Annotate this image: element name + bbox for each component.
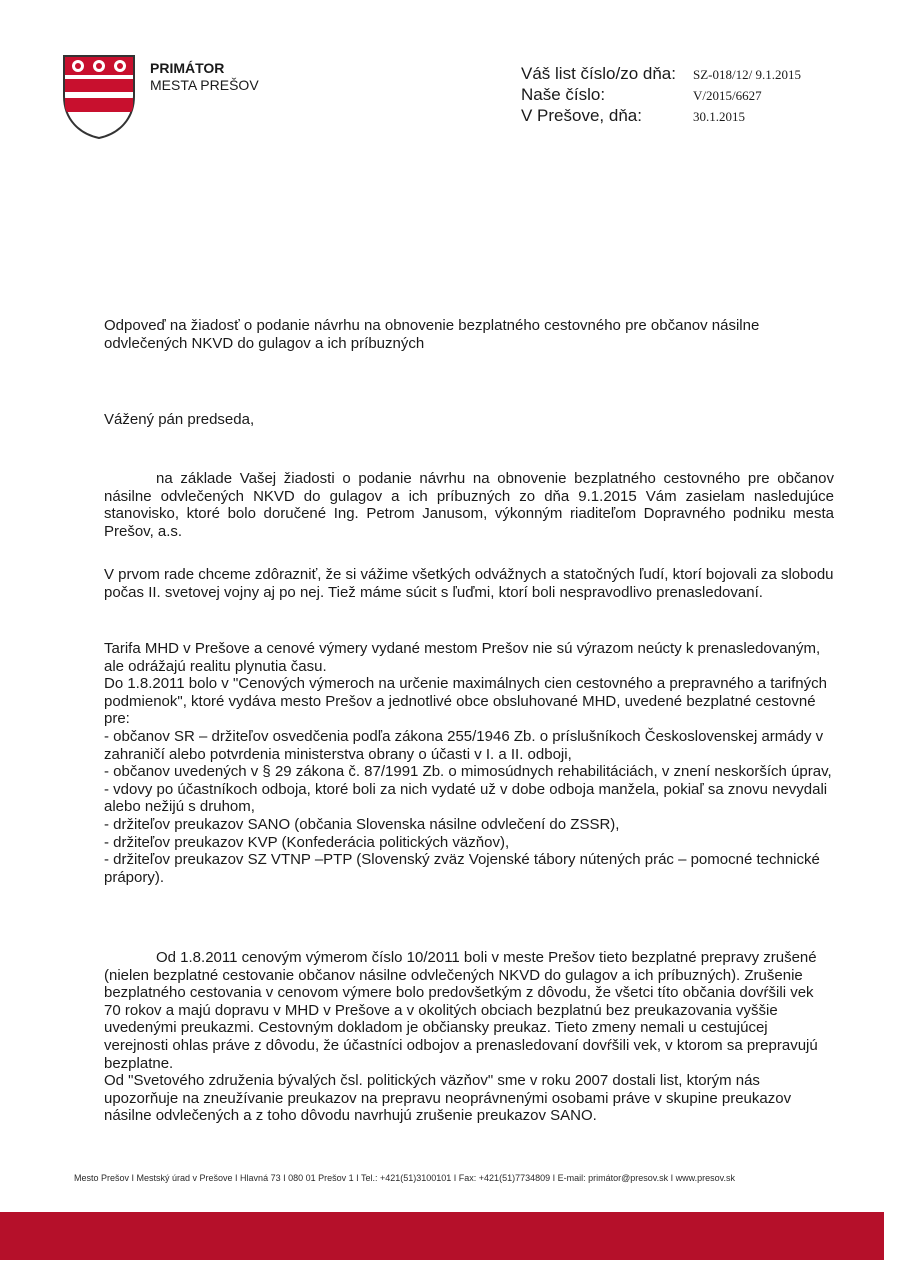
paragraph-respect: V prvom rade chceme zdôrazniť, že si vážime všetkých odvážnych a statočných ľudí, ktorí bojovali za slobodu počas II. svetovej vojny aj po nej. Tiež máme súcit s ľuďmi, ktorí boli nespravodlivo prenasledovaní. <box>104 566 834 601</box>
paragraph-history-text: Do 1.8.2011 bolo v "Cenových výmeroch na určenie maximálnych cien cestovného a prepravného a tarifných podmienok", ktoré vydáva mesto Prešov a jednotlivé obce obsluhované MHD, uvedené bezplatné cestovné pre: <box>104 675 827 728</box>
reference-row <box>521 63 801 84</box>
our-number-label: Naše číslo: <box>521 85 606 104</box>
list-item: - držiteľov preukazov SANO (občania Slovenska násilne odvlečení do ZSSR), <box>104 815 620 833</box>
footer-band <box>0 1212 884 1260</box>
date-value: 30.1.2015 <box>693 109 745 124</box>
paragraph-tariff <box>104 640 834 886</box>
paragraph-abolition-text: Od 1.8.2011 cenovým výmerom číslo 10/2011 boli v meste Prešov tieto bezplatné prepravy zrušené (nielen bezplatné cestovanie občanov násilne odvlečených NKVD do gulagov a ich príbuzných). Zrušenie bezplatného cestovania v cenovom výmere bolo predovšetkým z dôvodu, že všetci títo občania dovŕšili vek 70 rokov a majú dopravu v MHD v Prešove a v okolitých obciach bezplatnú bez preukazovania vyššie uvedenými preukazmi. Cestovným dokladom je občiansky preukaz. Tieto zmeny nemali u cestujúcej verejnosti ohlas práve z dôvodu, že účastníci odbojov a prenasledovaní dovŕšili vek, v ktorom sa prepravujú bezplatne. <box>104 949 818 1072</box>
list-item: - občanov uvedených v § 29 zákona č. 87/1991 Zb. o mimosúdnych rehabilitáciách, v znení neskorších úprav, <box>104 763 832 781</box>
list-item: - vdovy po účastníkoch odboja, ktoré boli za nich vydaté už v dobe odboja manžela, pokiaľ sa znovu nevydali alebo nežijú s druhom, <box>104 780 828 816</box>
free-fare-list <box>104 728 834 886</box>
your-letter-label: Váš list číslo/zo dňa: <box>521 64 676 83</box>
issuer-block <box>150 60 259 94</box>
your-letter-value: SZ-018/12/ 9.1.2015 <box>693 67 801 82</box>
paragraph-tariff-text: Tarifa MHD v Prešove a cenové výmery vydané mestom Prešov nie sú výrazom neúcty k prenasledovaným, ale odrážajú realitu plynutia času. <box>104 640 821 675</box>
footer-contact: Mesto Prešov I Mestský úrad v Prešove I Hlavná 73 I 080 01 Prešov 1 I Tel.: +421(51)3100101 I Fax: +421(51)7734809 I E-mail: primátor@presov.sk I www.presov.sk <box>74 1173 735 1183</box>
paragraph-intro-text: na základe Vašej žiadosti o podanie návrhu na obnovenie bezplatného cestovného pre občanov násilne odvlečených NKVD do gulagov a ich príbuzných zo dňa 9.1.2015 Vám zasielam nasledujúce stanovisko, ktoré bolo doručené Ing. Petrom Janusom, výkonným riaditeľom Dopravného podniku mesta Prešov, a.s. <box>104 470 834 540</box>
list-item: - držiteľov preukazov SZ VTNP –PTP (Slovenský zväz Vojenské tábory nútených prác – pomocné technické prápory). <box>104 851 820 886</box>
salutation: Vážený pán predseda, <box>104 411 255 428</box>
reference-row <box>521 84 762 105</box>
date-label: V Prešove, dňa: <box>521 106 642 125</box>
list-item: - občanov SR – držiteľov osvedčenia podľa zákona 255/1946 Zb. o príslušníkoch Československej armády v zahraničí alebo potvrdenia ministerstva obrany o účasti v I. a II. odboji, <box>104 727 824 763</box>
city-crest-icon <box>62 54 136 140</box>
our-number-value: V/2015/6627 <box>693 88 762 103</box>
list-item: - držiteľov preukazov KVP (Konfederácia politických väzňov), <box>104 833 510 851</box>
issuer-city: MESTA PREŠOV <box>150 77 259 93</box>
issuer-title: PRIMÁTOR <box>150 60 225 76</box>
reference-row <box>521 105 745 126</box>
reference-block <box>521 63 801 126</box>
paragraph-intro <box>104 470 834 540</box>
paragraph-abolition <box>104 949 834 1125</box>
paragraph-association: Od "Svetového združenia bývalých čsl. politických väzňov" sme v roku 2007 dostali list, ktorým nás upozorňuje na zneužívanie preukazov na prepravu neoprávnenými osobami práve v skupine preukazov násilne odvlečených a z toho dôvodu navrhujú zrušenie preukazov SANO. <box>104 1072 792 1125</box>
letter-subject: Odpoveď na žiadosť o podanie návrhu na obnovenie bezplatného cestovného pre občanov násilne odvlečených NKVD do gulagov a ich príbuzných <box>104 317 760 352</box>
